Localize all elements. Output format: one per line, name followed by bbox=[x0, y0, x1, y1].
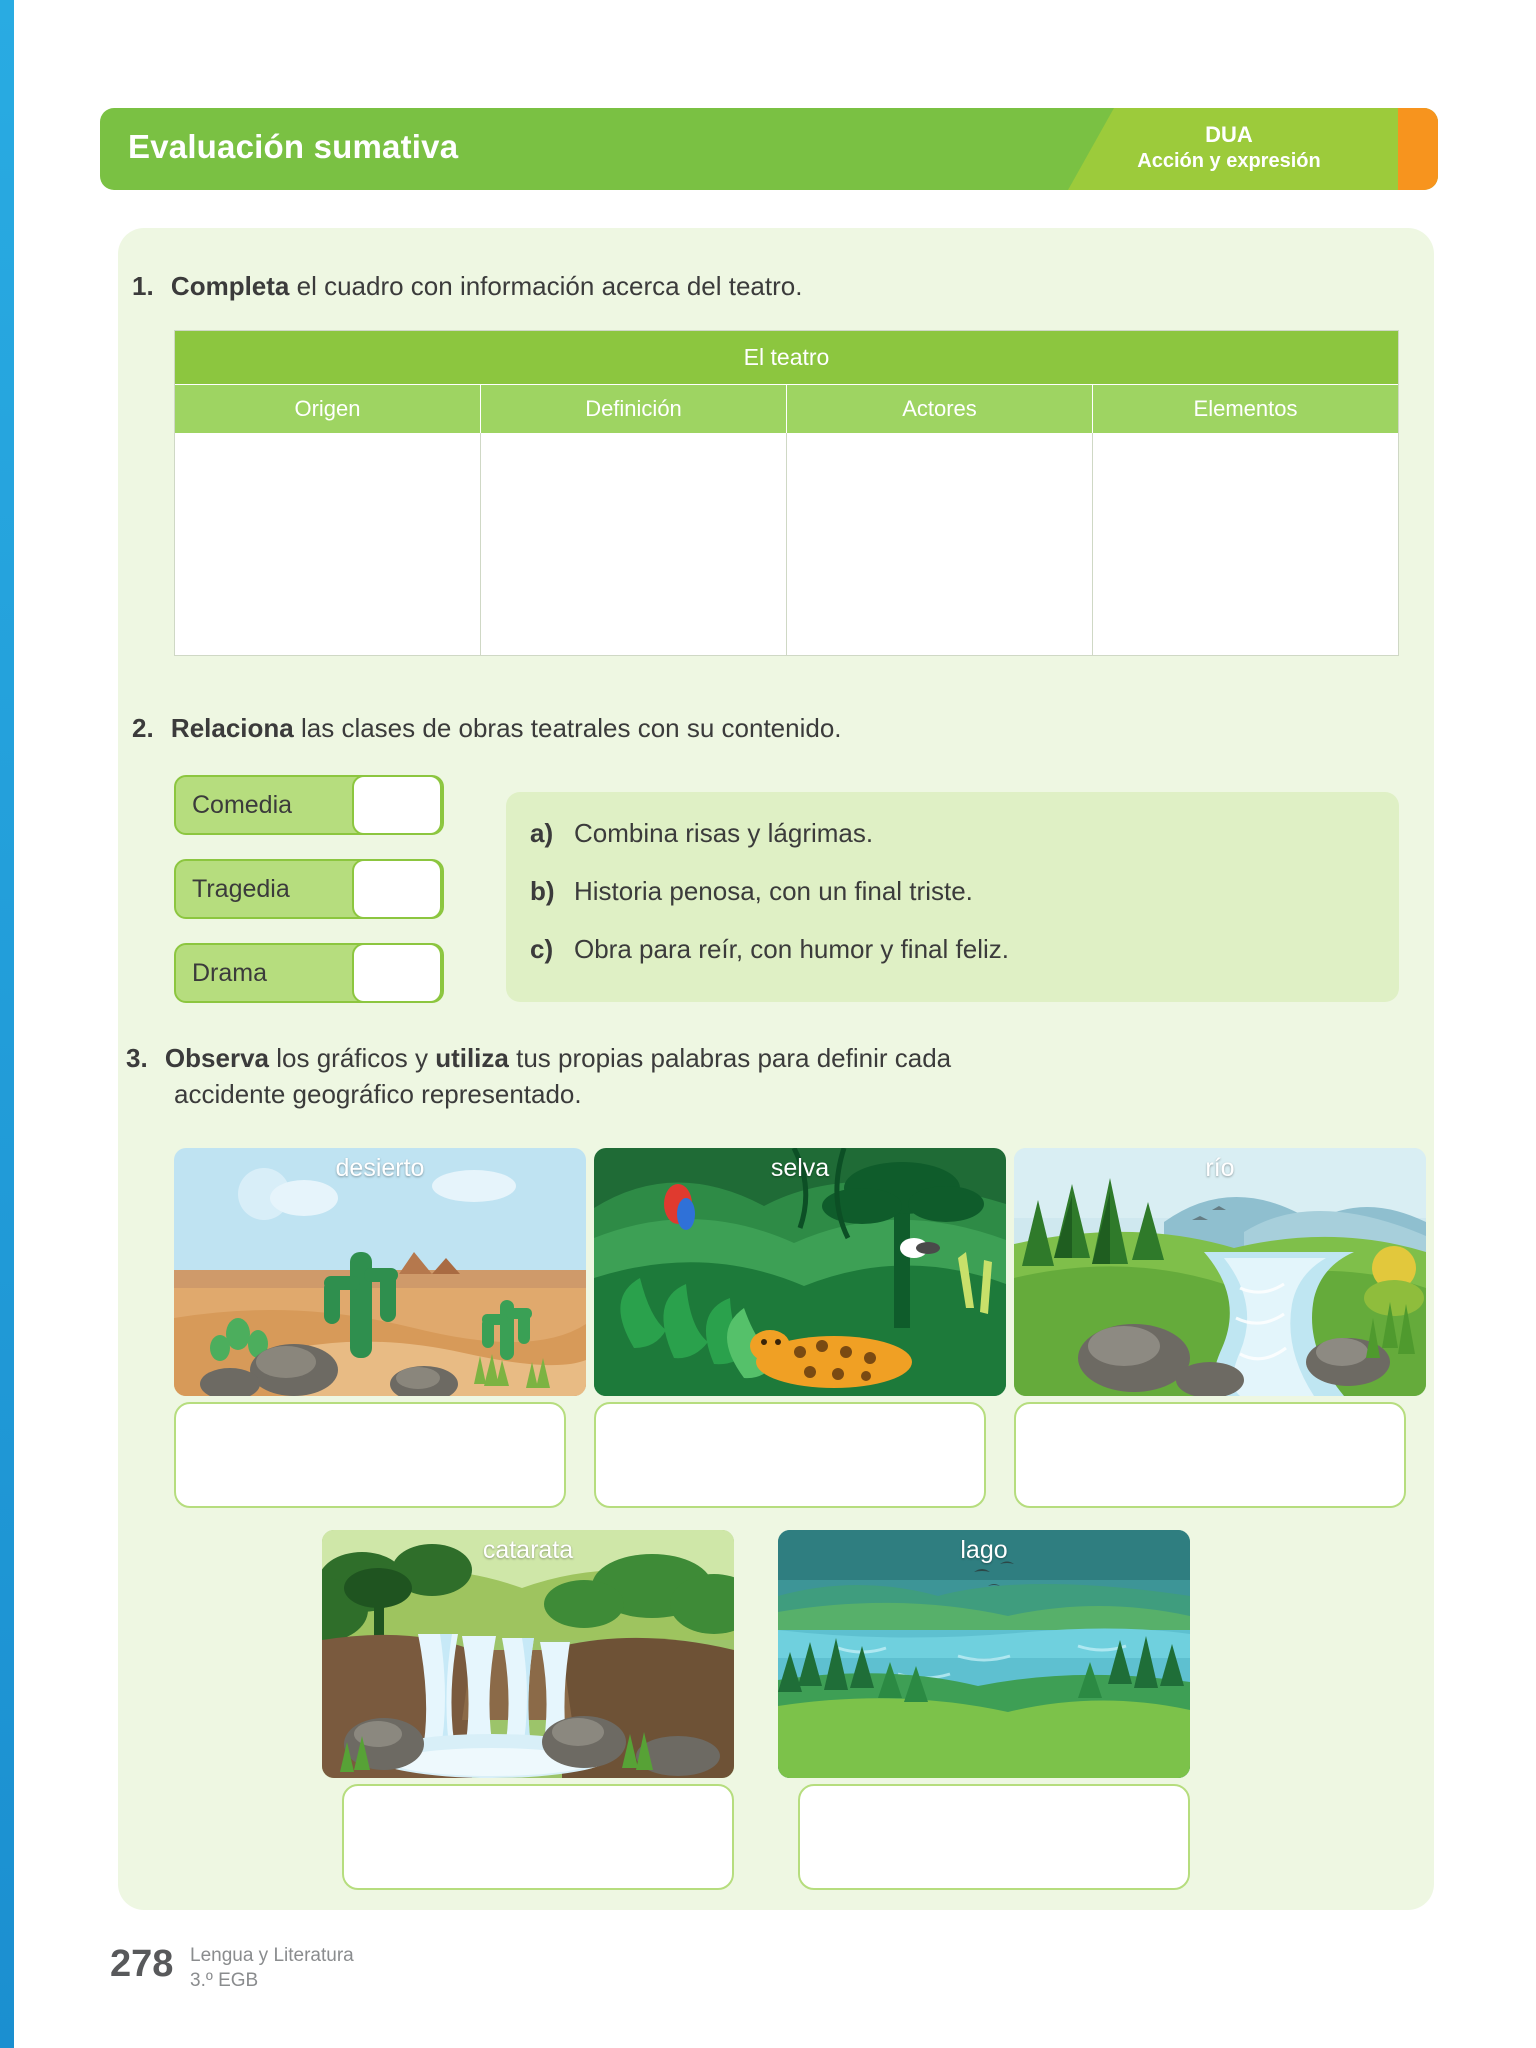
desert-illustration bbox=[174, 1148, 586, 1396]
option-key: a) bbox=[530, 818, 554, 848]
exercise-1-number: 1. bbox=[132, 271, 154, 301]
exercise-3-verb-1: Observa bbox=[164, 1043, 269, 1073]
image-card-selva bbox=[594, 1148, 1006, 1396]
table-title: El teatro bbox=[175, 331, 1398, 385]
table-column-header: Definición bbox=[481, 385, 787, 433]
teatro-table bbox=[174, 330, 1399, 656]
option-key: c) bbox=[530, 934, 554, 964]
match-answer-input[interactable] bbox=[352, 775, 442, 835]
match-item-tragedia[interactable] bbox=[174, 859, 444, 919]
exercise-2-heading bbox=[132, 710, 1432, 746]
match-label: Drama bbox=[192, 958, 268, 987]
option-text: Obra para reír, con humor y final feliz. bbox=[574, 934, 1009, 964]
exercise-3-text-1: los gráficos y bbox=[276, 1043, 436, 1073]
card-caption: selva bbox=[770, 1154, 830, 1182]
card-caption: desierto bbox=[335, 1154, 425, 1182]
card-caption: río bbox=[1205, 1154, 1235, 1182]
dua-title: DUA bbox=[1205, 122, 1253, 147]
river-illustration bbox=[1014, 1148, 1426, 1396]
header-banner bbox=[100, 108, 1438, 190]
image-card-rio bbox=[1014, 1148, 1426, 1396]
exercise-2-text: las clases de obras teatrales con su contenido. bbox=[300, 713, 842, 743]
page-edge-bar bbox=[0, 0, 14, 2048]
exercise-3-heading bbox=[126, 1040, 1436, 1076]
exercise-1-verb: Completa bbox=[170, 271, 290, 301]
exercise-3-number: 3. bbox=[126, 1043, 148, 1073]
answer-box-selva[interactable] bbox=[594, 1402, 986, 1508]
option-a bbox=[530, 818, 873, 849]
table-column-header: Elementos bbox=[1093, 385, 1398, 433]
answer-box-lago[interactable] bbox=[798, 1784, 1190, 1890]
match-answer-input[interactable] bbox=[352, 943, 442, 1003]
table-cell-origen[interactable] bbox=[175, 433, 481, 655]
table-cell-elementos[interactable] bbox=[1093, 433, 1398, 655]
exercise-1-text: el cuadro con información acerca del teatro. bbox=[296, 271, 803, 301]
match-answer-input[interactable] bbox=[352, 859, 442, 919]
exercise-3-verb-2: utiliza bbox=[435, 1043, 509, 1073]
answer-box-desierto[interactable] bbox=[174, 1402, 566, 1508]
exercise-2-number: 2. bbox=[132, 713, 154, 743]
dua-badge bbox=[1084, 122, 1374, 174]
exercise-3-text-2: tus propias palabras para definir cada bbox=[516, 1043, 952, 1073]
footer-subject-name: Lengua y Literatura bbox=[190, 1945, 354, 1966]
jungle-illustration bbox=[594, 1148, 1006, 1396]
table-cell-definicion[interactable] bbox=[481, 433, 787, 655]
card-caption: catarata bbox=[482, 1536, 574, 1564]
table-row bbox=[175, 433, 1398, 655]
table-column-header: Origen bbox=[175, 385, 481, 433]
match-options-box bbox=[506, 792, 1399, 1002]
exercise-3-heading-line2: accidente geográfico representado. bbox=[174, 1079, 582, 1109]
lake-illustration bbox=[778, 1530, 1190, 1778]
option-text: Historia penosa, con un final triste. bbox=[574, 876, 973, 906]
option-key: b) bbox=[530, 876, 555, 906]
footer-subject bbox=[190, 1943, 354, 1993]
option-b bbox=[530, 876, 973, 907]
match-labels-column bbox=[174, 775, 444, 1027]
footer-grade: 3.º EGB bbox=[190, 1970, 259, 1991]
answer-box-rio[interactable] bbox=[1014, 1402, 1406, 1508]
image-card-lago bbox=[778, 1530, 1190, 1778]
match-label: Tragedia bbox=[192, 874, 290, 903]
page-number: 278 bbox=[110, 1943, 174, 1985]
page-title: Evaluación sumativa bbox=[128, 128, 459, 165]
match-item-comedia[interactable] bbox=[174, 775, 444, 835]
dua-subtitle: Acción y expresión bbox=[1137, 150, 1321, 172]
option-c bbox=[530, 934, 1009, 965]
waterfall-illustration bbox=[322, 1530, 734, 1778]
exercise-1-heading bbox=[132, 268, 1432, 304]
card-caption: lago bbox=[960, 1536, 1008, 1564]
image-card-desierto bbox=[174, 1148, 586, 1396]
answer-box-catarata[interactable] bbox=[342, 1784, 734, 1890]
table-cell-actores[interactable] bbox=[787, 433, 1093, 655]
table-header-row bbox=[175, 385, 1398, 433]
image-card-catarata bbox=[322, 1530, 734, 1778]
exercise-2-verb: Relaciona bbox=[170, 713, 294, 743]
page bbox=[14, 0, 1536, 2048]
table-column-header: Actores bbox=[787, 385, 1093, 433]
match-label: Comedia bbox=[192, 790, 293, 819]
match-item-drama[interactable] bbox=[174, 943, 444, 1003]
option-text: Combina risas y lágrimas. bbox=[574, 818, 874, 848]
